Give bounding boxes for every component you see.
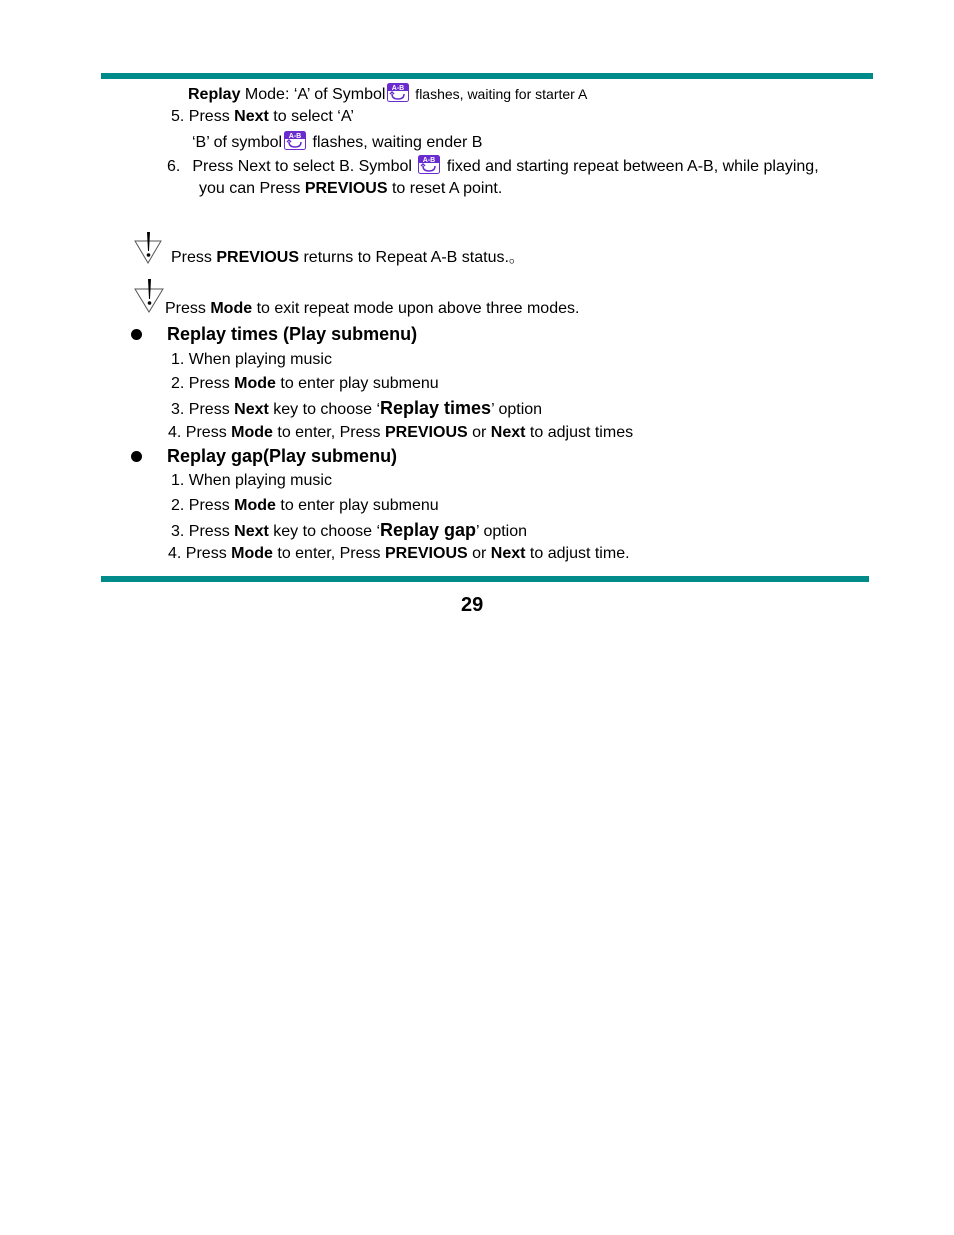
s1-step2-pre: 2. Press <box>171 375 235 392</box>
bullet-dot <box>131 451 142 462</box>
intro-line-4-pre: Press Next to select B. Symbol <box>192 158 417 175</box>
s2-step4-pre: 4. Press <box>168 545 232 562</box>
note-1-post: returns to Repeat A-B status.。 <box>299 249 525 266</box>
intro-line-1-text: Mode: ‘A’ of Symbol <box>240 86 386 103</box>
section-1-step-1: 1. When playing music <box>171 351 332 368</box>
s1-step4-post: to adjust times <box>525 424 634 441</box>
s1-step4-b3: Next <box>490 424 526 441</box>
s2-step3-mid: key to choose ‘ <box>268 523 380 540</box>
intro-line-5-bold: PREVIOUS <box>304 180 388 197</box>
intro-line-5-pre: you can Press <box>199 180 305 197</box>
s2-step4-b2: PREVIOUS <box>384 545 468 562</box>
s2-step3-post: ’ option <box>476 523 528 540</box>
top-rule <box>101 73 873 79</box>
s1-step2-post: to enter play submenu <box>275 375 439 392</box>
note-2-pre: Press <box>165 300 211 317</box>
section-2-step-1: 1. When playing music <box>171 472 332 489</box>
s2-step3-pre: 3. Press <box>171 523 235 540</box>
section-1-step-4 <box>168 423 633 443</box>
s2-step4-m2: or <box>467 545 491 562</box>
intro-line-4-num: 6. <box>167 158 181 175</box>
ab-icon-label: A-B <box>288 133 302 140</box>
bullet-dot <box>131 329 142 340</box>
intro-line-5 <box>199 179 502 199</box>
s2-step4-b1: Mode <box>231 545 273 562</box>
intro-line-4 <box>167 155 819 177</box>
note-1-pre: Press <box>171 249 217 266</box>
warning-triangle-icon <box>133 278 165 314</box>
s1-step3-post: ’ option <box>491 401 543 418</box>
intro-line-2-post: to select ‘A’ <box>268 108 354 125</box>
section-1-step-2 <box>171 374 439 394</box>
section-2-step-4 <box>168 544 630 564</box>
s2-step2-pre: 2. Press <box>171 497 235 514</box>
bottom-rule <box>101 576 869 582</box>
intro-line-4-post: fixed and starting repeat between A-B, while playing, <box>442 158 819 175</box>
ab-repeat-symbol-icon <box>284 131 306 150</box>
s1-step3-mid: key to choose ‘ <box>268 401 380 418</box>
section-1-step-3 <box>171 398 542 420</box>
intro-line-1-tail: flashes, waiting for starter A <box>411 86 588 102</box>
intro-line-2-pre: 5. Press <box>171 108 235 125</box>
s1-step4-pre: 4. Press <box>168 424 232 441</box>
section-heading-replay-times: Replay times (Play submenu) <box>167 324 418 344</box>
section-2-step-3 <box>171 520 527 542</box>
intro-line-5-post: to reset A point. <box>387 180 503 197</box>
intro-line-3-pre: ‘B’ of symbol <box>192 134 283 151</box>
s1-step3-bold: Next <box>234 401 269 418</box>
section-heading-replay-gap: Replay gap(Play submenu) <box>167 446 398 466</box>
s2-step3-big: Replay gap <box>380 520 477 540</box>
s1-step3-pre: 3. Press <box>171 401 235 418</box>
intro-line-3 <box>192 131 482 153</box>
s1-step2-bold: Mode <box>234 375 276 392</box>
s1-step3-big: Replay times <box>380 398 492 418</box>
s2-step4-b3: Next <box>490 545 526 562</box>
note-2-bold: Mode <box>210 300 253 317</box>
s1-step4-m1: to enter, Press <box>272 424 385 441</box>
s2-step2-post: to enter play submenu <box>275 497 439 514</box>
s2-step4-post: to adjust time. <box>525 545 630 562</box>
ab-repeat-symbol-icon <box>418 155 440 174</box>
ab-repeat-symbol-icon <box>387 83 409 102</box>
s1-step4-b2: PREVIOUS <box>384 424 468 441</box>
warning-triangle-icon <box>133 231 163 265</box>
s1-step4-b1: Mode <box>231 424 273 441</box>
replay-label: Replay <box>188 86 241 103</box>
s2-step4-m1: to enter, Press <box>272 545 385 562</box>
intro-line-3-post: flashes, waiting ender B <box>308 134 483 151</box>
ab-icon-label: A-B <box>423 157 436 164</box>
intro-line-2-bold: Next <box>234 108 269 125</box>
note-1 <box>171 248 525 268</box>
note-2-post: to exit repeat mode upon above three modes. <box>252 300 580 317</box>
note-1-bold: PREVIOUS <box>216 249 300 266</box>
s2-step2-bold: Mode <box>234 497 276 514</box>
note-2 <box>165 299 579 319</box>
page-number: 29 <box>461 594 484 616</box>
section-2-step-2 <box>171 496 439 516</box>
s1-step4-m2: or <box>467 424 491 441</box>
s2-step3-bold: Next <box>234 523 269 540</box>
intro-line-2 <box>171 107 354 127</box>
ab-icon-label: A-B <box>392 85 405 92</box>
intro-line-1 <box>188 83 587 105</box>
